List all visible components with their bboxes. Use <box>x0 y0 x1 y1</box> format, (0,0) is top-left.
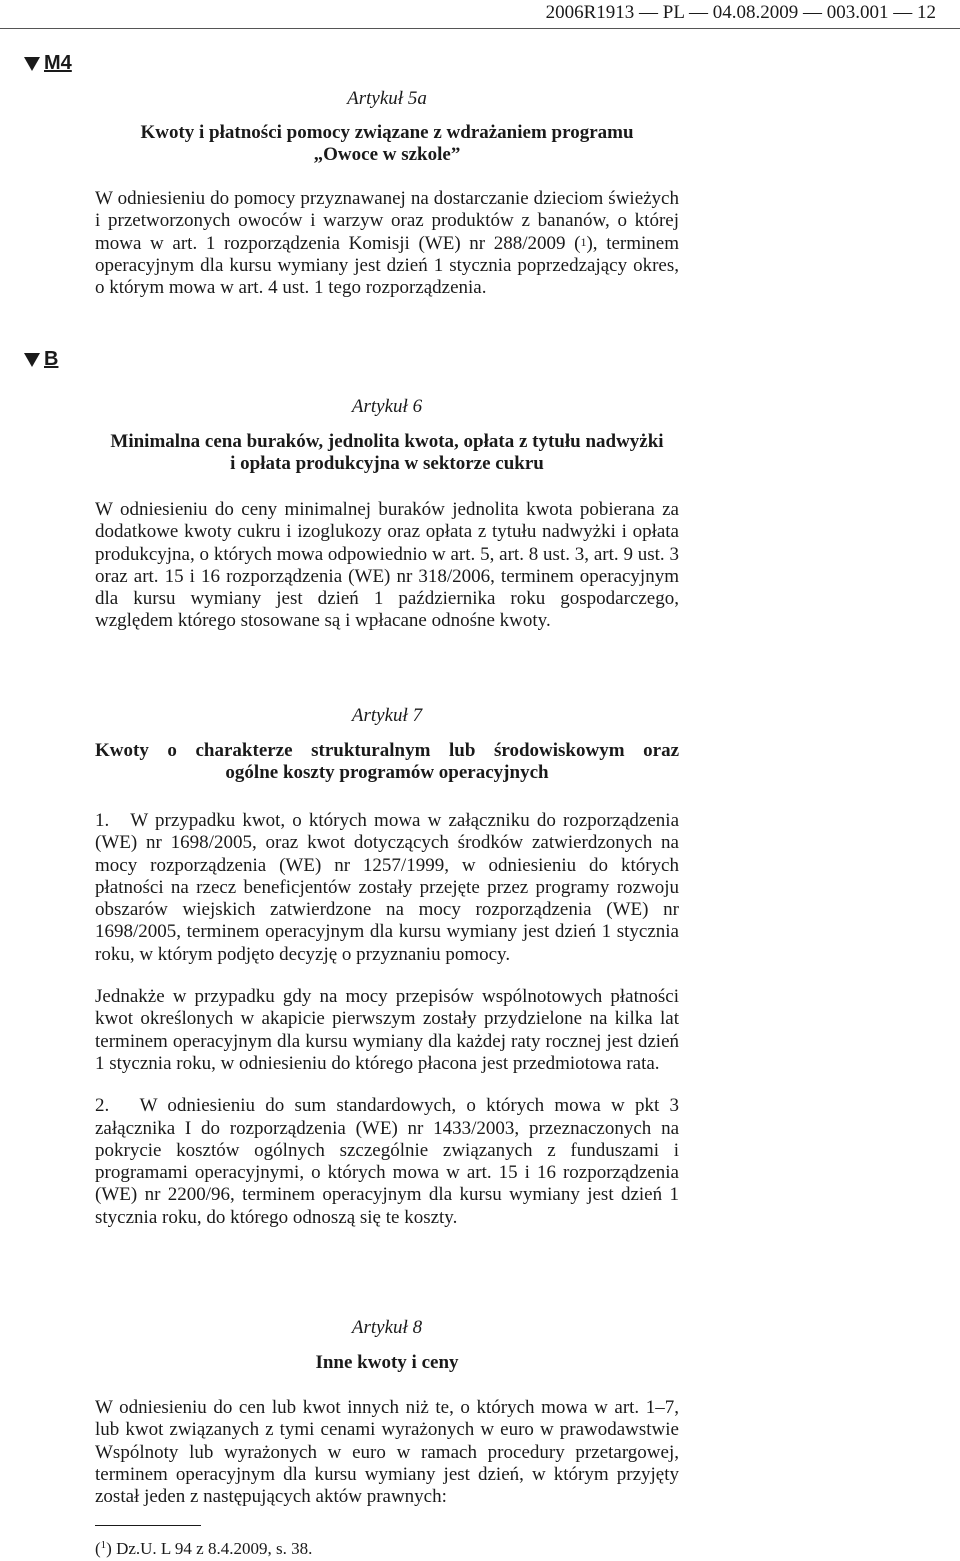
article-5a <box>95 88 679 299</box>
article-heading <box>95 740 679 784</box>
heading-line: i opłata produkcyjna w sektorze cukru <box>230 453 544 474</box>
document-reference: 2006R1913 — PL — 04.08.2009 — 003.001 — 12 <box>545 2 936 23</box>
article-heading: Inne kwoty i ceny <box>315 1352 459 1373</box>
paragraph: W odniesieniu do ceny minimalnej buraków jednolita kwota pobierana za dodatkowe kwoty cukru i izoglukozy oraz opłata z tytułu nadwyżki i opłata produkcyjna, o których mowa odpowiednio w art. 5, art. 8 ust. 3, art. 9 ust. 3 oraz art. 15 i 16 rozporządzenia (WE) nr 318/2006, terminem operacyjnym dla kursu wymiany jest dzień 1 października roku gospodarczego, względem którego stosowane są i wpłacane odnośne kwoty. <box>95 499 679 632</box>
heading-line: Minimalna cena buraków, jednolita kwota, opłata z tytułu nadwyżki <box>110 431 664 452</box>
article-title: Artykuł 7 <box>351 705 423 726</box>
footnote: ($^1$) Dz.U. L 94 z 8.4.2009, s. 38. <box>95 1539 313 1558</box>
heading-line: Kwoty i płatności pomocy związane z wdrażaniem programu <box>140 122 634 143</box>
marker-label: B <box>44 348 59 370</box>
article-heading <box>95 431 679 475</box>
article-8 <box>95 1317 679 1508</box>
heading-line: „Owoce w szkole” <box>313 144 461 165</box>
footnote-text: ) Dz.U. L 94 z 8.4.2009, s. 38. <box>106 1539 313 1558</box>
paragraph-text: W odniesieniu do pomocy przyznawanej na dostarczanie dzieciom świeżych i przetworzonych owoców i warzyw oraz produktów z bananów, o której mowa w art. 1 rozporządzenia Komisji (WE) nr 288/2009 ( <box>95 188 679 254</box>
page-header <box>0 0 960 29</box>
paragraph-3: 2. W odniesieniu do sum standardowych, o których mowa w pkt 3 załącznika I do rozporządzenia (WE) nr 1433/2003, przeznaczonych na pokrycie kosztów ogólnych szczególnie związanych z funduszami i programami operacyjnymi, o których mowa w art. 15 i 16 rozporządzenia (WE) nr 2200/96, terminem operacyjnym dla kursu wymiany jest dzień 1 stycznia roku, do którego odnoszą się te koszty. <box>95 1095 684 1228</box>
triangle-down-icon <box>24 57 40 71</box>
article-title: Artykuł 5a <box>347 88 427 109</box>
article-heading <box>95 122 679 166</box>
heading-line: Kwoty o charakterze strukturalnym lub środowiskowym oraz <box>95 740 679 761</box>
article-7 <box>95 705 684 1229</box>
paragraph-2: Jednakże w przypadku gdy na mocy przepisów wspólnotowych płatności kwot określonych w akapicie pierwszym zostały przydzielone na kilka lat terminem operacyjnym dla kursu wymiany dla każdej raty rocznej jest dzień 1 stycznia roku, w odniesieniu do którego płacona jest przedmiotowa rata. <box>95 986 679 1074</box>
marker-label: M4 <box>44 52 72 74</box>
paragraph-text: ), terminem operacyjnym dla kursu wymiany jest dzień 1 stycznia poprzedzający okres, o którym mowa w art. 4 ust. 1 tego rozporządzenia. <box>95 232 679 299</box>
paragraph <box>95 188 679 299</box>
paragraph-1: 1. W przypadku kwot, o których mowa w załączniku do rozporządzenia (WE) nr 1698/2005, oraz kwot dotyczących środków zatwierdzonych na mocy rozporządzenia (WE) nr 1257/1999, w odniesieniu do których płatności na rzecz beneficjentów zostały przejęte przez programy rozwoju obszarów wiejskich zatwierdzone na mocy rozporządzenia (WE) nr 1698/2005, terminem operacyjnym dla kursu wymiany jest dzień 1 stycznia roku, w którym podjęto decyzję o przyznaniu pomocy. <box>95 810 684 965</box>
amendment-marker-m4 <box>24 52 72 75</box>
article-6 <box>95 396 679 633</box>
article-title: Artykuł 6 <box>351 396 423 417</box>
amendment-marker-b <box>24 348 58 371</box>
footnote-reference[interactable]: 1 <box>580 234 587 249</box>
triangle-down-icon <box>24 353 40 367</box>
paragraph: W odniesieniu do cen lub kwot innych niż te, o których mowa w art. 1–7, lub kwot związanych z tymi cenami wyrażonych w euro w prawodawstwie Wspólnoty lub wyrażonych w euro w ramach procedury przetargowej, terminem operacyjnym dla kursu wymiany jest dzień, w którym przyjęty został jeden z następujących aktów prawnych: <box>95 1397 679 1508</box>
footnote-number: 1 <box>100 1539 107 1551</box>
article-title: Artykuł 8 <box>351 1317 423 1338</box>
footnote-divider <box>95 1525 201 1526</box>
heading-line: ogólne koszty programów operacyjnych <box>225 762 549 783</box>
